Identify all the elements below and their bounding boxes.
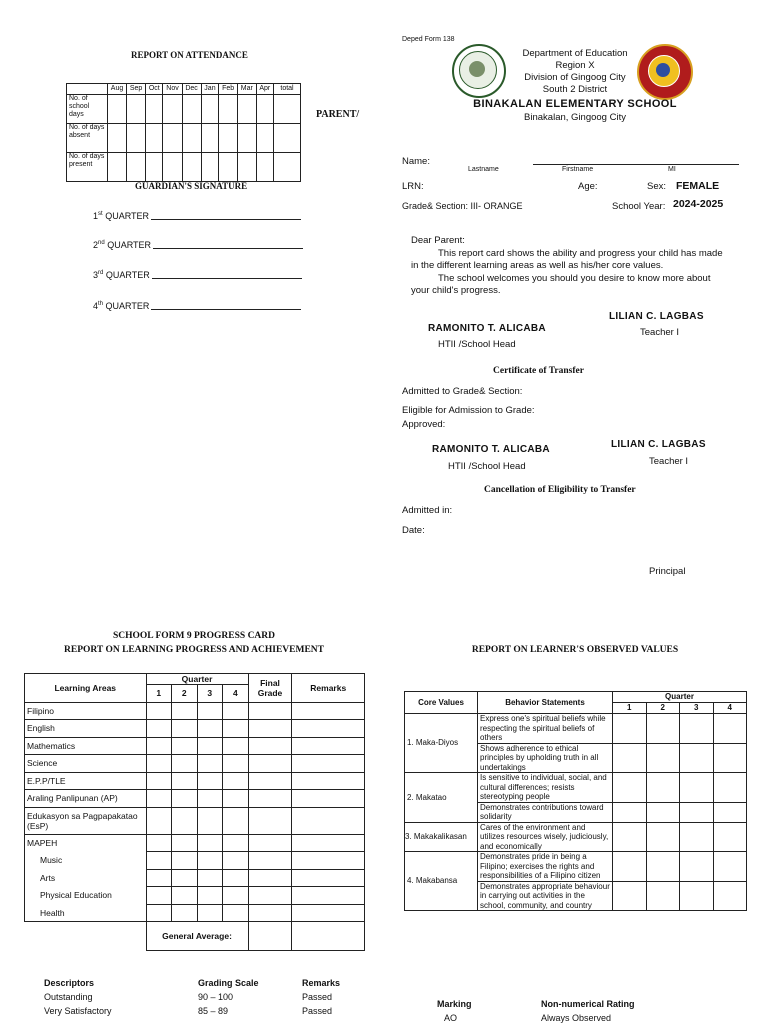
school-name: BINAKALAN ELEMENTARY SCHOOL bbox=[473, 98, 677, 110]
mapeh-label: Health bbox=[25, 904, 147, 922]
table-row bbox=[25, 807, 365, 834]
table-row bbox=[405, 822, 747, 852]
sex-value: FEMALE bbox=[676, 180, 720, 192]
transfer-head-title: HTII /School Head bbox=[448, 461, 526, 472]
firstname-caption: Firstname bbox=[562, 166, 594, 173]
transfer-head-name: RAMONITO T. ALICABA bbox=[432, 444, 550, 455]
mapeh-label: Physical Education bbox=[25, 887, 147, 905]
quarter-signature-2[interactable]: 2nd QUARTER bbox=[93, 240, 303, 250]
behavior-statement: Express one's spiritual beliefs while respecting the spiritual beliefs of others bbox=[478, 714, 613, 744]
division: Division of Gingoog City bbox=[524, 72, 626, 83]
region: Region X bbox=[555, 60, 595, 71]
mapeh-label: Arts bbox=[25, 869, 147, 887]
transfer-title: Certificate of Transfer bbox=[493, 366, 584, 376]
quarter-signature-4[interactable]: 4th QUARTER bbox=[93, 301, 301, 311]
subject-label: English bbox=[25, 720, 147, 738]
grades-table: Learning Areas Quarter Final Grade Remarks 1 2 3 4 Filipino English Mathematics Science E.P.P/TLE Araling Panlipunan (AP) Edukasyon sa Pagpapakatao (EsP) MAPEH Music Arts Physical Education Health General Average: bbox=[24, 673, 365, 951]
subject-label: E.P.P/TLE bbox=[25, 772, 147, 790]
mi-caption: MI bbox=[668, 166, 676, 173]
subject-label: MAPEH bbox=[25, 834, 147, 852]
month-total: total bbox=[274, 84, 301, 95]
quarter-signature-1[interactable]: 1st QUARTER bbox=[93, 211, 301, 221]
progress-title: SCHOOL FORM 9 PROGRESS CARD REPORT ON LEARNING PROGRESS AND ACHIEVEMENT bbox=[64, 631, 324, 655]
behavior-statement: Demonstrates pride in being a Filipino; exercises the rights and responsibilities of a Filipino citizen bbox=[478, 852, 613, 882]
form-number: Deped Form 138 bbox=[402, 36, 455, 43]
behavior-statement: Demonstrates appropriate behaviour in carrying out activities in the school, community, and country bbox=[478, 881, 613, 911]
table-row bbox=[25, 922, 365, 951]
col-quarter: Quarter bbox=[146, 674, 248, 685]
descriptors-legend: Descriptors Grading Scale Remarks Outstanding 90 – 100 Passed Very Satisfactory 85 – 89 Passed bbox=[44, 976, 364, 1018]
transfer-teacher-title: Teacher I bbox=[649, 456, 689, 467]
values-table: Core Values Behavior Statements Quarter 1 2 3 4 1. Maka-Diyos Express one's spiritual beliefs while respecting the spiritual beliefs of others Shows adherence to ethical principles by upholding truth in all undertakings 2. Makatao Is sensitive to individual, social, and cultural differences; resists stereotyping people Demonstrates contributions toward solidarity 3. Makakalikasan Cares of the environment and utilizes resources wisely, judiciously, and economically 4. Makabansa Demonstrates pride in being a Filipino; exercises the rights and responsibilities of a Filipino citizen Demonstrates appropriate behaviour in carrying out activities in the school, community, and country bbox=[404, 691, 747, 911]
core-value-label: 2. Makatao bbox=[405, 773, 478, 823]
table-row bbox=[405, 852, 747, 882]
col-core-values: Core Values bbox=[405, 692, 478, 714]
table-row bbox=[25, 755, 365, 773]
quarter-signature-3[interactable]: 3rd QUARTER bbox=[93, 270, 302, 280]
core-value-label: 4. Makabansa bbox=[405, 852, 478, 911]
table-row bbox=[405, 773, 747, 803]
month-oct: Oct bbox=[146, 84, 163, 95]
month-nov: Nov bbox=[163, 84, 182, 95]
lastname-caption: Lastname bbox=[468, 166, 499, 173]
marking-legend: Marking Non-numerical Rating AO Always Observed bbox=[404, 997, 744, 1025]
transfer-teacher-name: LILIAN C. LAGBAS bbox=[611, 439, 706, 450]
name-label: Name: bbox=[402, 156, 430, 167]
col-quarter: Quarter bbox=[613, 692, 747, 703]
cancel-title: Cancellation of Eligibility to Transfer bbox=[484, 485, 636, 495]
table-row bbox=[25, 887, 365, 905]
behavior-statement: Demonstrates contributions toward solidarity bbox=[478, 802, 613, 822]
district: South 2 District bbox=[542, 84, 608, 95]
age-label: Age: bbox=[578, 181, 598, 192]
subject-label: Filipino bbox=[25, 702, 147, 720]
behavior-statement: Is sensitive to individual, social, and cultural differences; resists stereotyping people bbox=[478, 773, 613, 803]
mapeh-label: Music bbox=[25, 852, 147, 870]
approved-label: Approved: bbox=[402, 419, 446, 430]
core-value-label: 1. Maka-Diyos bbox=[405, 714, 478, 773]
school-year-value: 2024-2025 bbox=[673, 198, 724, 210]
date-label: Date: bbox=[402, 525, 425, 536]
table-row bbox=[25, 834, 365, 852]
month-aug: Aug bbox=[108, 84, 127, 95]
grade-section: Grade& Section: III- ORANGE bbox=[402, 201, 523, 211]
month-sep: Sep bbox=[127, 84, 146, 95]
table-row bbox=[25, 702, 365, 720]
table-row bbox=[25, 904, 365, 922]
dept-name: Department of Education bbox=[522, 48, 628, 59]
parent-letter: Dear Parent: This report card shows the ability and progress your child has made in the different learning areas as well as his/her core values. The school welcomes you should you desire to know more about your child's progress. bbox=[411, 235, 737, 298]
month-mar: Mar bbox=[237, 84, 256, 95]
table-row bbox=[25, 737, 365, 755]
eligible-label: Eligible for Admission to Grade: bbox=[402, 405, 535, 416]
school-year-label: School Year: bbox=[612, 201, 666, 212]
table-row bbox=[405, 714, 747, 744]
table-row bbox=[25, 720, 365, 738]
sex-label: Sex: bbox=[647, 181, 667, 192]
att-row-label: No. of school days bbox=[67, 95, 108, 124]
month-dec: Dec bbox=[182, 84, 201, 95]
general-average-label: General Average: bbox=[146, 922, 248, 951]
head-title: HTII /School Head bbox=[438, 339, 516, 350]
col-learning-areas: Learning Areas bbox=[25, 674, 147, 703]
subject-label: Araling Panlipunan (AP) bbox=[25, 790, 147, 808]
list-item: AO Always Observed bbox=[444, 1013, 612, 1023]
teacher-name: LILIAN C. LAGBAS bbox=[609, 311, 704, 322]
behavior-statement: Shows adherence to ethical principles by upholding truth in all undertakings bbox=[478, 743, 613, 773]
subject-label: Mathematics bbox=[25, 737, 147, 755]
table-row bbox=[25, 869, 365, 887]
school-address: Binakalan, Gingoog City bbox=[524, 112, 626, 123]
list-item: Very Satisfactory 85 – 89 Passed bbox=[44, 1006, 333, 1016]
table-row bbox=[25, 772, 365, 790]
behavior-statement: Cares of the environment and utilizes resources wisely, judiciously, and economically bbox=[478, 822, 613, 852]
col-behavior: Behavior Statements bbox=[478, 692, 613, 714]
table-row bbox=[25, 790, 365, 808]
head-name: RAMONITO T. ALICABA bbox=[428, 323, 546, 334]
attendance-table bbox=[66, 83, 301, 182]
parent-label: PARENT/ bbox=[316, 109, 360, 120]
list-item: Outstanding 90 – 100 Passed bbox=[44, 992, 333, 1002]
deped-seal-icon bbox=[452, 44, 506, 98]
subject-label: Science bbox=[25, 755, 147, 773]
principal-label: Principal bbox=[649, 566, 686, 577]
month-jan: Jan bbox=[201, 84, 219, 95]
admitted-in-label: Admitted in: bbox=[402, 505, 453, 516]
values-title: REPORT ON LEARNER'S OBSERVED VALUES bbox=[471, 645, 679, 655]
core-value-label: 3. Makakalikasan bbox=[405, 822, 478, 852]
guardian-signature-label: GUARDIAN'S SIGNATURE bbox=[135, 181, 248, 191]
letter-salutation: Dear Parent: bbox=[411, 235, 465, 246]
lrn-label: LRN: bbox=[402, 181, 424, 192]
table-row bbox=[25, 852, 365, 870]
teacher-title: Teacher I bbox=[640, 327, 680, 338]
col-remarks: Remarks bbox=[292, 674, 365, 703]
subject-label: Edukasyon sa Pagpapakatao (EsP) bbox=[25, 807, 147, 834]
school-header bbox=[502, 48, 648, 96]
admitted-grade-label: Admitted to Grade& Section: bbox=[402, 386, 523, 397]
month-feb: Feb bbox=[219, 84, 238, 95]
attendance-title: REPORT ON ATTENDANCE bbox=[131, 50, 248, 60]
month-apr: Apr bbox=[256, 84, 273, 95]
col-final-grade: Final Grade bbox=[248, 674, 292, 703]
att-row-label: No. of days absent bbox=[67, 124, 108, 153]
att-row-label: No. of days present bbox=[67, 153, 108, 182]
